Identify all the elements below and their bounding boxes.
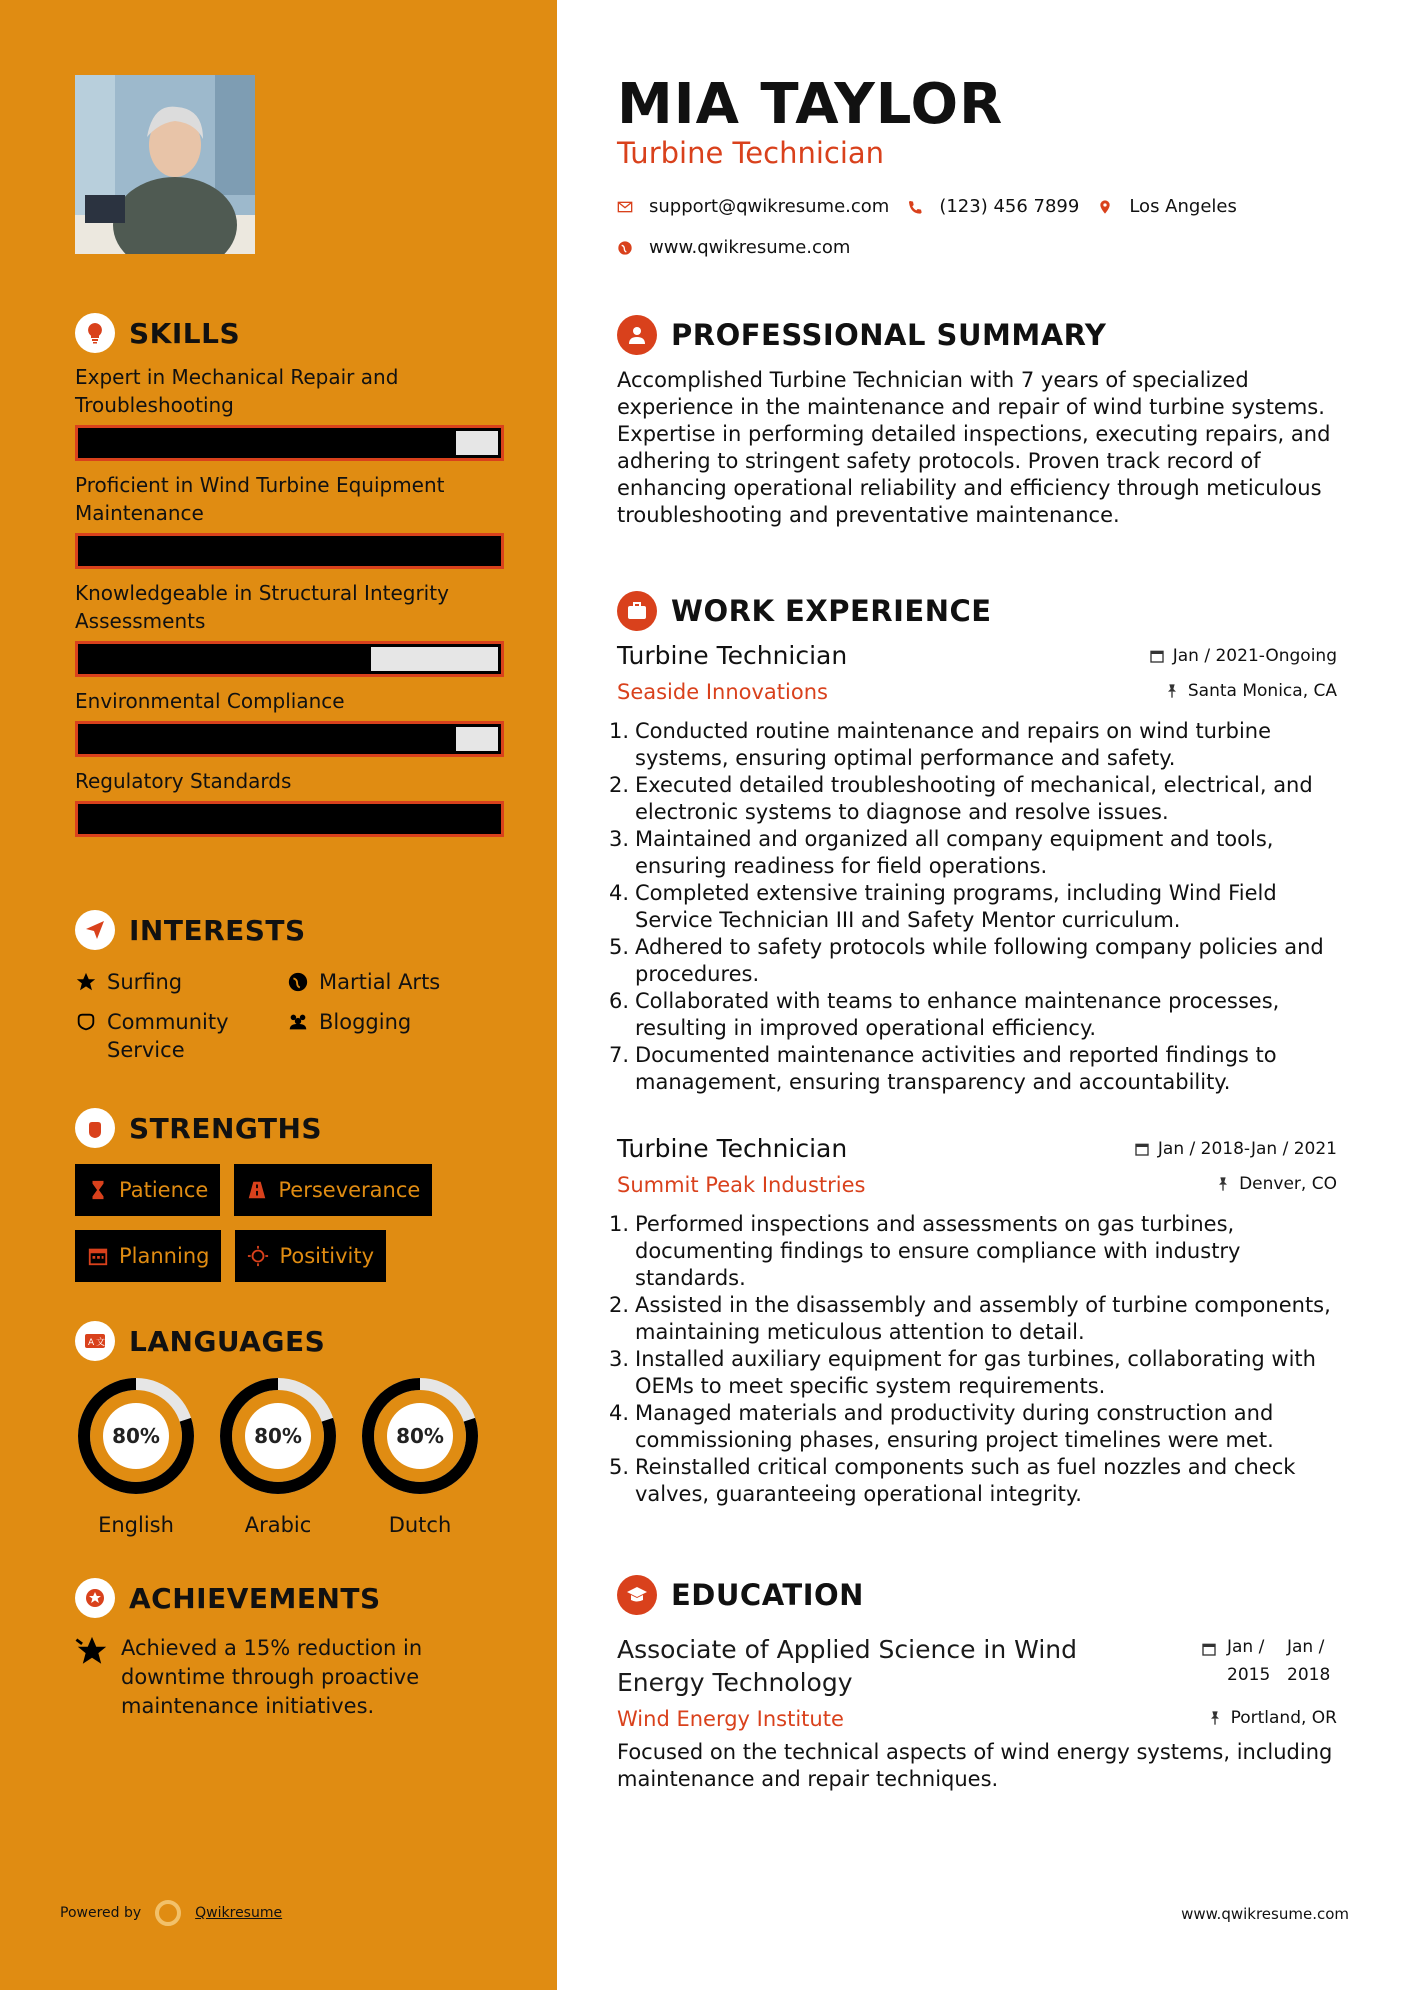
interest-item <box>75 1008 287 1064</box>
job-duty: Executed detailed troubleshooting of mechanical, electrical, and electronic systems to diagnose and resolve issues. <box>635 773 1313 824</box>
job-location-text: Denver, CO <box>1239 1174 1337 1194</box>
summary-title: PROFESSIONAL SUMMARY <box>671 318 1107 352</box>
hourglass-icon <box>87 1179 109 1201</box>
svg-text:A: A <box>88 1338 95 1348</box>
language-name: Dutch <box>388 1513 452 1537</box>
calendar-icon <box>1201 1641 1217 1657</box>
skill-level-bar <box>75 425 504 461</box>
pin-icon <box>1207 1710 1223 1726</box>
interest-item <box>75 968 287 996</box>
interests-section <box>75 910 515 1064</box>
language-name: English <box>98 1513 174 1537</box>
summary-header <box>617 315 1337 355</box>
strength-label: Perseverance <box>278 1178 421 1202</box>
candidate-name: MIA TAYLOR <box>617 72 1004 137</box>
education-date-end: Jan / 2018 <box>1287 1637 1331 1685</box>
skill-level-bar <box>75 641 504 677</box>
skill-level-remaining <box>456 431 498 455</box>
strength-label: Planning <box>119 1244 210 1268</box>
language-percent: 80% <box>112 1424 160 1448</box>
strength-badge <box>234 1164 432 1216</box>
interests-header <box>75 910 515 950</box>
interests-list <box>75 968 515 1064</box>
interest-item <box>287 1008 499 1064</box>
interest-label: Community Service <box>107 1010 229 1062</box>
skill-level-bar <box>75 533 504 569</box>
job-duties-list <box>617 718 1337 1096</box>
strengths-header <box>75 1108 515 1148</box>
strengths-section <box>75 1108 515 1282</box>
strengths-list <box>75 1164 495 1282</box>
location-text: Los Angeles <box>1129 196 1237 217</box>
website-text: www.qwikresume.com <box>649 237 851 258</box>
sun-icon <box>247 1245 269 1267</box>
languages-title: LANGUAGES <box>129 1324 326 1358</box>
language-level-ring <box>75 1375 197 1497</box>
job-location-text: Santa Monica, CA <box>1187 681 1337 701</box>
contact-location <box>1097 196 1237 217</box>
job-duty: Reinstalled critical components such as fuel nozzles and check valves, guaranteeing operational integrity. <box>635 1455 1296 1506</box>
qwikresume-link[interactable]: Qwikresume <box>195 1905 283 1921</box>
skill-label: Regulatory Standards <box>75 769 292 793</box>
candidate-role: Turbine Technician <box>617 136 885 170</box>
achievement-item <box>75 1634 515 1721</box>
skill-level-remaining <box>371 647 498 671</box>
skill-label: Expert in Mechanical Repair and Troubleshooting <box>75 365 399 417</box>
interest-label: Martial Arts <box>319 970 441 994</box>
globe-icon <box>617 240 633 256</box>
language-level-ring <box>217 1375 339 1497</box>
job-duty: Completed extensive training programs, including Wind Field Service Technician III and Safety Mentor curriculum. <box>635 881 1277 932</box>
translate-icon <box>75 1321 115 1361</box>
road-icon <box>246 1179 268 1201</box>
job-title: Turbine Technician <box>617 1134 848 1163</box>
job-duty: Assisted in the disassembly and assembly of turbine components, maintaining meticulous attention to detail. <box>635 1293 1331 1344</box>
job-duty: Managed materials and productivity during construction and commissioning phases, ensuring project timelines were met. <box>635 1401 1274 1452</box>
language-item <box>75 1375 197 1537</box>
email-text: support@qwikresume.com <box>649 196 890 217</box>
job-dates <box>1149 646 1337 666</box>
skill-label: Environmental Compliance <box>75 689 345 713</box>
education-dates <box>1201 1633 1337 1699</box>
language-item <box>217 1375 339 1537</box>
language-item <box>359 1375 481 1537</box>
strength-badge <box>75 1230 221 1282</box>
sidebar <box>0 0 557 1990</box>
education-degree: Associate of Applied Science in Wind Energy Technology <box>617 1635 1077 1697</box>
profile-photo <box>75 75 255 254</box>
job-company: Summit Peak Industries <box>617 1173 866 1197</box>
job-title-row <box>617 641 1337 670</box>
strength-badge <box>235 1230 386 1282</box>
skill-label: Knowledgeable in Structural Integrity Assessments <box>75 581 449 633</box>
portrait-image <box>75 75 255 254</box>
job-duty: Conducted routine maintenance and repairs on wind turbine systems, ensuring optimal performance and safety. <box>635 719 1272 770</box>
education-location-text: Portland, OR <box>1230 1708 1337 1728</box>
job-duty: Collaborated with teams to enhance maintenance processes, resulting in improved operational efficiency. <box>635 989 1280 1040</box>
job-duty: Performed inspections and assessments on gas turbines, documenting findings to ensure compliance with industry standards. <box>635 1212 1241 1290</box>
language-level-ring <box>359 1375 481 1497</box>
education-row <box>617 1633 1337 1699</box>
skill-level-remaining <box>456 727 498 751</box>
skills-section <box>75 313 515 837</box>
job-dates <box>1134 1139 1337 1159</box>
languages-list <box>75 1375 515 1537</box>
achievement-text: Achieved a 15% reduction in downtime through proactive maintenance initiatives. <box>121 1636 423 1718</box>
languages-section <box>75 1321 515 1537</box>
fist-icon <box>75 1108 115 1148</box>
education-school-row <box>617 1707 1337 1731</box>
interest-label: Surfing <box>107 970 183 994</box>
graduation-cap-icon <box>617 1575 657 1615</box>
contact-website[interactable] <box>617 237 850 258</box>
summary-section <box>617 315 1337 529</box>
map-pin-icon <box>1097 199 1113 215</box>
users-icon <box>287 1011 309 1033</box>
strength-label: Patience <box>119 1178 209 1202</box>
interest-label: Blogging <box>319 1010 412 1034</box>
job-company-row <box>617 680 1337 704</box>
language-percent: 80% <box>396 1424 444 1448</box>
strength-badge <box>75 1164 220 1216</box>
qwikresume-logo-icon <box>155 1900 181 1926</box>
education-description: Focused on the technical aspects of wind energy systems, including maintenance and repair techniques. <box>617 1740 1333 1791</box>
svg-text:文: 文 <box>96 1338 106 1348</box>
pin-icon <box>1215 1176 1231 1192</box>
powered-by-label: Powered by <box>60 1905 142 1921</box>
skill-level-bar <box>75 721 504 757</box>
lightbulb-icon <box>75 313 115 353</box>
contact-row <box>617 196 1255 217</box>
user-icon <box>617 315 657 355</box>
education-header <box>617 1575 1337 1615</box>
language-percent: 80% <box>254 1424 302 1448</box>
job-company-row <box>617 1173 1337 1197</box>
phone-icon <box>907 199 923 215</box>
interest-item <box>287 968 499 996</box>
calendar-icon <box>87 1245 109 1267</box>
job-title: Turbine Technician <box>617 641 848 670</box>
experience-title: WORK EXPERIENCE <box>671 594 992 628</box>
language-name: Arabic <box>244 1513 312 1537</box>
skills-title: SKILLS <box>129 316 241 350</box>
star-burst-icon <box>75 1634 109 1668</box>
skills-list <box>75 363 515 837</box>
star-icon <box>75 971 97 993</box>
calendar-icon <box>1134 1141 1150 1157</box>
education-school: Wind Energy Institute <box>617 1707 844 1731</box>
job-dates-text: Jan / 2021-Ongoing <box>1172 646 1337 666</box>
job-entry <box>617 1134 1337 1508</box>
job-location <box>1164 681 1337 701</box>
contact-row-2 <box>617 237 868 258</box>
strength-label: Positivity <box>279 1244 374 1268</box>
job-duty: Adhered to safety protocols while following company policies and procedures. <box>635 935 1324 986</box>
job-location <box>1215 1174 1337 1194</box>
job-duties-list <box>617 1211 1337 1508</box>
education-location <box>1207 1708 1337 1728</box>
job-duty: Documented maintenance activities and reported findings to management, ensuring transparency and accountability. <box>635 1043 1277 1094</box>
skills-header <box>75 313 515 353</box>
education-title: EDUCATION <box>671 1578 864 1612</box>
strengths-title: STRENGTHS <box>129 1111 323 1145</box>
education-section <box>617 1575 1337 1793</box>
briefcase-icon <box>617 591 657 631</box>
envelope-icon <box>617 199 633 215</box>
globe-icon <box>287 971 309 993</box>
contact-phone[interactable] <box>907 196 1079 217</box>
medal-icon <box>75 1578 115 1618</box>
calendar-icon <box>1149 648 1165 664</box>
education-date-start: Jan / 2015 <box>1227 1637 1271 1685</box>
interests-title: INTERESTS <box>129 913 306 947</box>
achievements-title: ACHIEVEMENTS <box>129 1581 381 1615</box>
skill-label: Proficient in Wind Turbine Equipment Maintenance <box>75 473 445 525</box>
experience-header <box>617 591 1337 631</box>
job-title-row <box>617 1134 1337 1163</box>
achievements-header <box>75 1578 515 1618</box>
job-duty: Installed auxiliary equipment for gas turbines, collaborating with OEMs to meet specific system requirements. <box>635 1347 1316 1398</box>
contact-email[interactable] <box>617 196 889 217</box>
job-dates-text: Jan / 2018-Jan / 2021 <box>1157 1139 1337 1159</box>
job-company: Seaside Innovations <box>617 680 828 704</box>
job-entry <box>617 641 1337 1096</box>
experience-section <box>617 591 1337 631</box>
pin-icon <box>1164 683 1180 699</box>
phone-text: (123) 456 7899 <box>939 196 1080 217</box>
paper-plane-icon <box>75 910 115 950</box>
achievements-section <box>75 1578 515 1721</box>
powered-by <box>60 1900 282 1926</box>
skill-level-bar <box>75 801 504 837</box>
footer-url: www.qwikresume.com <box>1181 1905 1349 1923</box>
languages-header <box>75 1321 515 1361</box>
summary-text: Accomplished Turbine Technician with 7 years of specialized experience in the maintenance and repair of wind turbine systems. Expertise in performing detailed inspections, executing repairs, and adhering to stringent safety protocols. Proven track record of enhancing operational reliability and efficiency through meticulous troubleshooting and preventative maintenance. <box>617 368 1331 527</box>
hands-icon <box>75 1011 97 1033</box>
job-duty: Maintained and organized all company equipment and tools, ensuring readiness for field operations. <box>635 827 1274 878</box>
